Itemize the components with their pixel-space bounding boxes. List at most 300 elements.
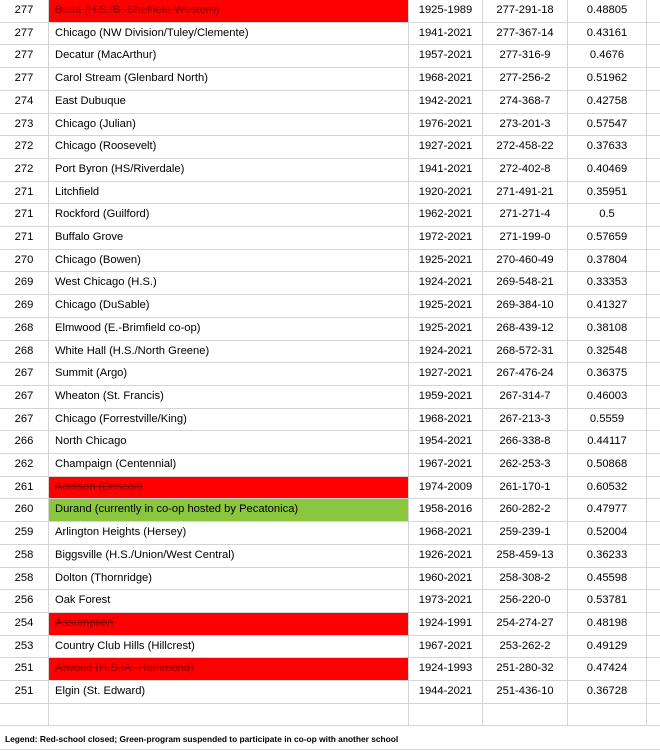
pct-cell[interactable] (568, 204, 647, 227)
record-cell[interactable] (483, 431, 568, 454)
empty-cell[interactable] (647, 136, 660, 159)
rank-cell[interactable] (0, 476, 49, 499)
pct-cell[interactable] (568, 272, 647, 295)
record-cell[interactable] (483, 499, 568, 522)
school-text: Chicago (DuSable) (55, 299, 150, 312)
years-cell[interactable] (409, 544, 483, 567)
rank-text: 272 (14, 140, 34, 153)
record-text: 277-367-14 (496, 26, 554, 39)
empty-cell[interactable] (647, 295, 660, 318)
table-row (0, 90, 660, 113)
school-cell[interactable] (49, 612, 409, 635)
record-cell[interactable] (483, 476, 568, 499)
years-text: 1959-2021 (418, 389, 473, 402)
years-cell[interactable] (409, 249, 483, 272)
pct-text: 0.57659 (586, 231, 628, 244)
pct-cell[interactable] (568, 68, 647, 91)
rank-cell[interactable] (0, 45, 49, 68)
years-cell[interactable] (409, 158, 483, 181)
table-row (0, 295, 660, 318)
record-text: 262-253-3 (499, 458, 551, 471)
years-cell[interactable] (409, 567, 483, 590)
record-text: 268-439-12 (496, 321, 554, 334)
school-cell[interactable] (49, 22, 409, 45)
years-cell[interactable] (409, 0, 483, 22)
rank-cell[interactable] (0, 408, 49, 431)
pct-cell[interactable] (568, 90, 647, 113)
rank-cell[interactable] (0, 68, 49, 91)
table-row (0, 45, 660, 68)
record-cell[interactable] (483, 522, 568, 545)
years-cell[interactable] (409, 90, 483, 113)
record-text: 271-491-21 (496, 185, 554, 198)
school-text: Decatur (MacArthur) (55, 49, 157, 62)
record-text: 269-384-10 (496, 299, 554, 312)
record-cell[interactable] (483, 658, 568, 681)
table-row (0, 703, 660, 726)
pct-cell[interactable] (568, 431, 647, 454)
empty-cell[interactable] (647, 249, 660, 272)
rank-text: 269 (14, 276, 34, 289)
record-text: 259-239-1 (499, 526, 551, 539)
years-cell[interactable] (409, 522, 483, 545)
pct-cell[interactable] (568, 567, 647, 590)
school-text: Arlington Heights (Hersey) (55, 526, 187, 539)
years-text: 1976-2021 (418, 117, 473, 130)
empty-cell[interactable] (647, 340, 660, 363)
pct-text: 0.44117 (587, 435, 627, 448)
empty-cell[interactable] (647, 590, 660, 613)
years-cell[interactable] (409, 658, 483, 681)
years-cell[interactable] (409, 113, 483, 136)
pct-cell[interactable] (568, 544, 647, 567)
school-text: Elgin (St. Edward) (55, 685, 146, 698)
empty-cell[interactable] (647, 0, 660, 22)
pct-cell[interactable] (568, 340, 647, 363)
school-cell[interactable] (49, 431, 409, 454)
years-cell[interactable] (409, 295, 483, 318)
pct-text: 0.50868 (586, 458, 628, 471)
pct-cell[interactable] (568, 158, 647, 181)
pct-text: 0.60532 (586, 480, 628, 493)
record-cell[interactable] (483, 0, 568, 22)
record-cell[interactable] (483, 317, 568, 340)
school-cell[interactable] (49, 113, 409, 136)
school-cell[interactable] (49, 635, 409, 658)
empty-cell[interactable] (647, 612, 660, 635)
school-cell[interactable] (49, 544, 409, 567)
record-cell[interactable] (483, 544, 568, 567)
record-text: 271-199-0 (499, 231, 551, 244)
school-cell[interactable] (49, 340, 409, 363)
pct-text: 0.42758 (586, 94, 628, 107)
empty-cell[interactable] (647, 181, 660, 204)
table-row (0, 227, 660, 250)
table-row (0, 158, 660, 181)
years-text: 1927-2021 (418, 140, 473, 153)
rank-cell[interactable] (0, 544, 49, 567)
school-cell[interactable] (49, 476, 409, 499)
years-text: 1944-2021 (418, 685, 473, 698)
pct-cell[interactable] (568, 113, 647, 136)
rank-text: 267 (14, 367, 34, 380)
record-cell[interactable] (483, 90, 568, 113)
record-cell[interactable] (483, 22, 568, 45)
pct-cell[interactable] (568, 522, 647, 545)
years-cell[interactable] (409, 431, 483, 454)
rank-cell[interactable] (0, 22, 49, 45)
table-row (0, 340, 660, 363)
school-text: Wheaton (St. Francis) (55, 389, 164, 402)
record-text: 258-308-2 (499, 571, 551, 584)
rank-cell[interactable] (0, 90, 49, 113)
school-cell[interactable] (49, 272, 409, 295)
school-text: Country Club Hills (Hillcrest) (55, 639, 195, 652)
record-text: 277-291-18 (496, 4, 554, 16)
record-text: 266-338-8 (499, 435, 551, 448)
rank-text: 277 (14, 4, 34, 16)
rank-text: 251 (14, 662, 34, 675)
pct-cell[interactable] (568, 249, 647, 272)
record-cell[interactable] (483, 295, 568, 318)
rank-text: 271 (14, 231, 34, 244)
pct-text: 0.40469 (586, 162, 628, 175)
rank-cell[interactable] (0, 454, 49, 477)
school-cell[interactable] (49, 295, 409, 318)
pct-text: 0.45598 (586, 571, 628, 584)
rank-cell[interactable] (0, 635, 49, 658)
pct-text: 0.47977 (586, 503, 628, 516)
record-cell[interactable] (483, 408, 568, 431)
empty-cell[interactable] (647, 272, 660, 295)
empty-cell[interactable] (647, 158, 660, 181)
school-cell[interactable] (49, 227, 409, 250)
rank-text: 254 (14, 616, 34, 629)
school-cell[interactable] (49, 454, 409, 477)
pct-cell[interactable] (568, 22, 647, 45)
years-cell[interactable] (409, 68, 483, 91)
years-cell[interactable] (409, 45, 483, 68)
table-row (0, 0, 660, 22)
rank-cell[interactable] (0, 249, 49, 272)
rank-cell[interactable] (0, 681, 49, 704)
rank-cell[interactable] (0, 522, 49, 545)
years-cell[interactable] (409, 136, 483, 159)
rank-text: 268 (14, 344, 34, 357)
years-cell[interactable] (409, 499, 483, 522)
record-cell[interactable] (483, 454, 568, 477)
school-cell[interactable] (49, 158, 409, 181)
empty-cell[interactable] (647, 22, 660, 45)
years-cell[interactable] (409, 703, 483, 726)
pct-cell[interactable] (568, 136, 647, 159)
years-text: 1927-2021 (418, 367, 473, 380)
table-row (0, 249, 660, 272)
record-cell[interactable] (483, 249, 568, 272)
record-cell[interactable] (483, 272, 568, 295)
school-cell[interactable] (49, 681, 409, 704)
rank-cell[interactable] (0, 227, 49, 250)
record-text: 258-459-13 (496, 548, 554, 561)
table-row (0, 272, 660, 295)
rank-text: 266 (14, 435, 34, 448)
record-text: 253-262-2 (499, 639, 551, 652)
table-row (0, 635, 660, 658)
rank-cell[interactable] (0, 295, 49, 318)
school-cell[interactable] (49, 567, 409, 590)
pct-cell[interactable] (568, 227, 647, 250)
empty-cell[interactable] (647, 317, 660, 340)
years-cell[interactable] (409, 22, 483, 45)
record-cell[interactable] (483, 363, 568, 386)
years-text: 1957-2021 (418, 49, 473, 62)
empty-cell[interactable] (647, 431, 660, 454)
record-cell[interactable] (483, 590, 568, 613)
pct-cell[interactable] (568, 45, 647, 68)
empty-cell[interactable] (647, 476, 660, 499)
legend-note: Legend: Red-school closed; Green-program suspended to participate in co-op with another school (5, 734, 399, 744)
pct-cell[interactable] (568, 635, 647, 658)
rank-cell[interactable] (0, 385, 49, 408)
school-cell[interactable] (49, 0, 409, 22)
pct-cell[interactable] (568, 408, 647, 431)
rank-cell[interactable] (0, 181, 49, 204)
record-cell[interactable] (483, 158, 568, 181)
years-cell[interactable] (409, 204, 483, 227)
pct-cell[interactable] (568, 499, 647, 522)
record-text: 268-572-31 (496, 344, 554, 357)
pct-cell[interactable] (568, 0, 647, 22)
rank-cell[interactable] (0, 567, 49, 590)
record-text: 260-282-2 (499, 503, 551, 516)
rank-cell[interactable] (0, 272, 49, 295)
pct-cell[interactable] (568, 476, 647, 499)
years-text: 1924-1991 (418, 616, 473, 629)
rank-cell[interactable] (0, 612, 49, 635)
school-cell[interactable] (49, 68, 409, 91)
rank-cell[interactable] (0, 703, 49, 726)
pct-cell[interactable] (568, 590, 647, 613)
record-cell[interactable] (483, 340, 568, 363)
years-text: 1967-2021 (418, 458, 473, 471)
record-text: 271-271-4 (499, 208, 551, 221)
years-text: 1967-2021 (418, 639, 473, 652)
school-cell[interactable] (49, 590, 409, 613)
years-cell[interactable] (409, 635, 483, 658)
pct-cell[interactable] (568, 181, 647, 204)
years-cell[interactable] (409, 181, 483, 204)
pct-text: 0.48805 (586, 4, 628, 16)
school-cell[interactable] (49, 45, 409, 68)
years-text: 1925-2021 (418, 253, 473, 266)
table-row (0, 68, 660, 91)
empty-cell[interactable] (647, 204, 660, 227)
years-cell[interactable] (409, 681, 483, 704)
years-cell[interactable] (409, 612, 483, 635)
rank-cell[interactable] (0, 431, 49, 454)
school-cell[interactable] (49, 136, 409, 159)
rank-cell[interactable] (0, 136, 49, 159)
school-text: West Chicago (H.S.) (55, 276, 157, 289)
empty-cell[interactable] (647, 363, 660, 386)
years-cell[interactable] (409, 272, 483, 295)
school-text: Rockford (Guilford) (55, 208, 150, 221)
table-row (0, 181, 660, 204)
school-text: Oak Forest (55, 594, 111, 607)
rank-text: 271 (14, 185, 34, 198)
record-cell[interactable] (483, 703, 568, 726)
empty-cell[interactable] (647, 635, 660, 658)
years-text: 1941-2021 (418, 162, 473, 175)
pct-text: 0.53781 (586, 594, 628, 607)
school-text: Durand (currently in co-op hosted by Pecatonica) (55, 503, 299, 516)
rank-cell[interactable] (0, 499, 49, 522)
school-text: Summit (Argo) (55, 367, 128, 380)
rank-text: 260 (14, 503, 34, 516)
record-cell[interactable] (483, 681, 568, 704)
rank-cell[interactable] (0, 363, 49, 386)
school-cell[interactable] (49, 499, 409, 522)
school-text: Buda (H.S./B.-Sheffield-Western) (55, 4, 220, 16)
empty-cell[interactable] (647, 658, 660, 681)
school-cell[interactable] (49, 204, 409, 227)
school-text: Port Byron (HS/Riverdale) (55, 162, 185, 175)
record-cell[interactable] (483, 113, 568, 136)
rank-cell[interactable] (0, 204, 49, 227)
record-cell[interactable] (483, 68, 568, 91)
empty-cell[interactable] (647, 385, 660, 408)
pct-text: 0.5559 (589, 412, 625, 425)
years-cell[interactable] (409, 476, 483, 499)
rank-cell[interactable] (0, 113, 49, 136)
school-text: Chicago (Bowen) (55, 253, 141, 266)
record-cell[interactable] (483, 612, 568, 635)
years-text: 1925-1989 (418, 4, 473, 16)
empty-cell[interactable] (647, 68, 660, 91)
school-cell[interactable] (49, 181, 409, 204)
empty-cell[interactable] (647, 681, 660, 704)
table-row (0, 385, 660, 408)
rank-text: 274 (14, 94, 34, 107)
pct-cell[interactable] (568, 454, 647, 477)
school-text: Assumption (55, 616, 114, 629)
empty-cell[interactable] (647, 522, 660, 545)
rank-cell[interactable] (0, 0, 49, 22)
empty-cell[interactable] (647, 499, 660, 522)
table-row (0, 317, 660, 340)
years-text: 1958-2016 (418, 503, 473, 516)
years-text: 1941-2021 (418, 26, 473, 39)
school-cell[interactable] (49, 385, 409, 408)
rank-text: 267 (14, 389, 34, 402)
empty-cell[interactable] (647, 567, 660, 590)
years-cell[interactable] (409, 317, 483, 340)
years-cell[interactable] (409, 408, 483, 431)
school-cell[interactable] (49, 317, 409, 340)
pct-cell[interactable] (568, 658, 647, 681)
record-cell[interactable] (483, 227, 568, 250)
rank-text: 256 (14, 594, 34, 607)
pct-text: 0.46003 (586, 389, 628, 402)
record-cell[interactable] (483, 136, 568, 159)
pct-text: 0.37633 (586, 140, 628, 153)
record-cell[interactable] (483, 567, 568, 590)
pct-cell[interactable] (568, 681, 647, 704)
record-text: 267-213-3 (499, 412, 551, 425)
empty-cell[interactable] (647, 703, 660, 726)
school-text: Addison (Driscoll) (55, 480, 143, 493)
record-text: 251-436-10 (496, 685, 554, 698)
pct-cell[interactable] (568, 363, 647, 386)
record-text: 277-256-2 (499, 72, 551, 85)
school-text: Biggsville (H.S./Union/West Central) (55, 548, 235, 561)
school-cell[interactable] (49, 658, 409, 681)
record-cell[interactable] (483, 385, 568, 408)
empty-cell[interactable] (647, 544, 660, 567)
pct-text: 0.35951 (586, 185, 628, 198)
empty-cell[interactable] (647, 90, 660, 113)
rank-cell[interactable] (0, 590, 49, 613)
rank-text: 268 (14, 321, 34, 334)
school-text: Chicago (Roosevelt) (55, 140, 157, 153)
table-row (0, 22, 660, 45)
pct-cell[interactable] (568, 612, 647, 635)
table-row (0, 476, 660, 499)
rank-cell[interactable] (0, 658, 49, 681)
years-cell[interactable] (409, 363, 483, 386)
record-cell[interactable] (483, 45, 568, 68)
table-row (0, 544, 660, 567)
empty-cell[interactable] (647, 45, 660, 68)
years-cell[interactable] (409, 340, 483, 363)
table-row (0, 522, 660, 545)
pct-text: 0.38108 (586, 321, 628, 334)
rank-cell[interactable] (0, 340, 49, 363)
pct-cell[interactable] (568, 703, 647, 726)
years-cell[interactable] (409, 227, 483, 250)
school-text: Champaign (Centennial) (55, 458, 177, 471)
school-cell[interactable] (49, 703, 409, 726)
pct-text: 0.48198 (586, 616, 628, 629)
empty-cell[interactable] (647, 227, 660, 250)
sheet-bottom-gridline (0, 749, 660, 750)
school-cell[interactable] (49, 363, 409, 386)
school-cell[interactable] (49, 90, 409, 113)
years-text: 1925-2021 (418, 299, 473, 312)
school-cell[interactable] (49, 249, 409, 272)
pct-cell[interactable] (568, 385, 647, 408)
record-cell[interactable] (483, 181, 568, 204)
record-cell[interactable] (483, 204, 568, 227)
empty-cell[interactable] (647, 408, 660, 431)
pct-cell[interactable] (568, 295, 647, 318)
years-text: 1973-2021 (418, 594, 473, 607)
rank-cell[interactable] (0, 158, 49, 181)
pct-cell[interactable] (568, 317, 647, 340)
rank-cell[interactable] (0, 317, 49, 340)
record-cell[interactable] (483, 635, 568, 658)
empty-cell[interactable] (647, 454, 660, 477)
years-cell[interactable] (409, 590, 483, 613)
school-cell[interactable] (49, 408, 409, 431)
table-row (0, 567, 660, 590)
empty-cell[interactable] (647, 113, 660, 136)
years-cell[interactable] (409, 454, 483, 477)
rank-text: 267 (14, 412, 34, 425)
pct-text: 0.32548 (586, 344, 628, 357)
school-cell[interactable] (49, 522, 409, 545)
years-cell[interactable] (409, 385, 483, 408)
